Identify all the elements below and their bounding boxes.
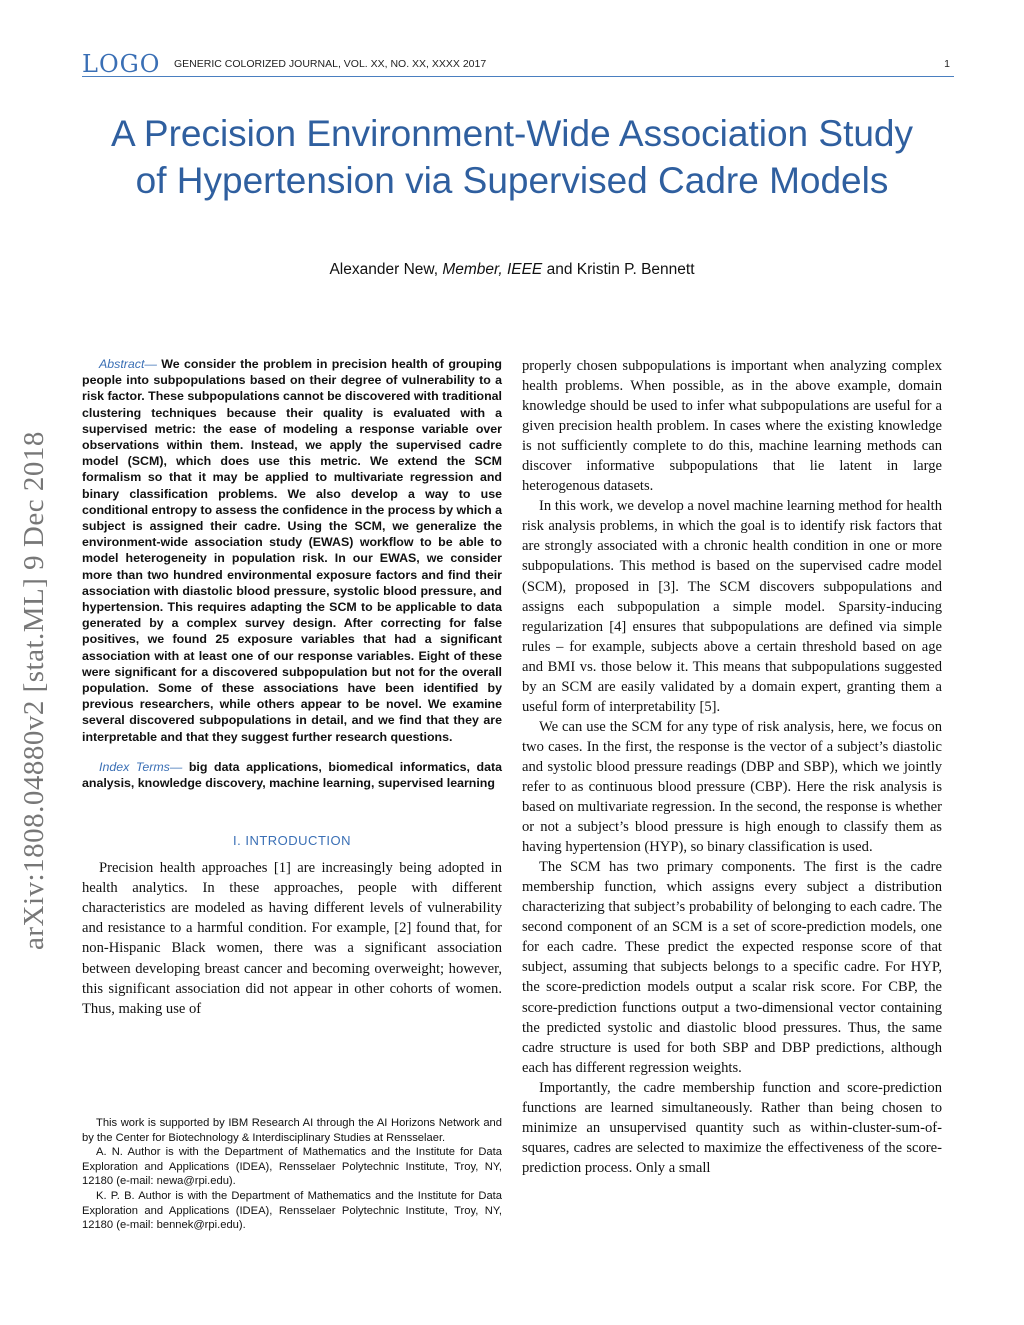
footnote-author-1: A. N. Author is with the Department of Mathematics and the Institute for Data Exploration and Applications (IDEA), Rensselaer Polytechnic Institute, Troy, NY, 12180 (e-mail: newa@rpi.edu). [82, 1146, 502, 1188]
journal-logo: LOGO [82, 50, 161, 78]
footnote-author-2: K. P. B. Author is with the Department of Mathematics and the Institute for Data Exploration and Applications (IDEA), Rensselaer Polytechnic Institute, Troy, NY, 12180 (e-mail: bennek@rpi.edu). [82, 1189, 502, 1232]
body-paragraph: properly chosen subpopulations is important when analyzing complex health problems. When possible, as in the above example, domain knowledge should be used to infer what subpopulations are useful for a given precision health problem. In cases where the existing knowledge is not sufficiently complete to do this, machine learning methods can discover informative subpopulations that lie latent in large heterogenous datasets. [522, 358, 942, 495]
author-membership: Member, IEEE [442, 261, 543, 278]
author-rest: and Kristin P. Bennett [546, 261, 695, 278]
author-name: Alexander New, [329, 261, 439, 278]
index-terms [82, 759, 502, 791]
arxiv-stamp: arXiv:1808.04880v2 [stat.ML] 9 Dec 2018 [18, 431, 50, 950]
index-terms-label: Index Terms— [99, 759, 183, 774]
index-terms-text: big data applications, biomedical informatics, data analysis, knowledge discovery, machine learning, supervised learning [82, 759, 503, 791]
page-number: 1 [944, 58, 950, 70]
abstract-label: Abstract— [99, 357, 157, 371]
left-column [82, 356, 502, 1019]
body-paragraph: In this work, we develop a novel machine learning method for health risk analysis problems, in which the goal is to identify risk factors that are strongly associated with a chronic health condition in one or more subpopulations. This method is based on the supervised cadre model (SCM), proposed in [3]. The SCM discovers subpopulations and assigns each subpopulation a simple model. Sparsity-inducing regularization [4] ensures that subpopulations are defined via simple rules – for example, subjects above a certain threshold based on age and BMI vs. those below it. This means that subpopulations suggested by an SCM are easily validated by a domain expert, granting them a useful form of interpretability [5]. [522, 498, 942, 715]
author-line [100, 261, 924, 279]
paper-title: A Precision Environment-Wide Association Study of Hypertension via Supervised Cadre Models [110, 113, 914, 201]
body-paragraph: Importantly, the cadre membership function and score-prediction functions are learned simultaneously. Rather than being chosen to minimize an unsupervised quantity such as within-cluster-sum-of-squares, cadres are selected to maximize the effectiveness of the score-prediction process. Only a small [522, 1079, 942, 1176]
abstract [82, 356, 502, 745]
body-paragraph: We can use the SCM for any type of risk analysis, here, we focus on two cases. In the first, the response is the vector of a subject’s diastolic and systolic blood pressure readings (DBP and SBP), which we jointly refer to as continuous blood pressure (CBP). Here the risk analysis is based on multivariate regression. In the second, the response is whether or not a subject’s blood pressure is high enough to classify them as having hypertension (HYP), so binary classification is used. [522, 718, 942, 856]
right-column [522, 356, 942, 1178]
footnotes [82, 1116, 502, 1233]
footnote-funding: This work is supported by IBM Research AI through the AI Horizons Network and by the Center for Biotechnology & Interdisciplinary Studies at Rensselaer. [82, 1117, 502, 1144]
section-heading: I. INTRODUCTION [233, 833, 351, 849]
page-header [82, 50, 954, 78]
body-paragraph: The SCM has two primary components. The first is the cadre membership function, which assigns every subject a distribution characterizing that subject’s probability of belonging to each cadre. The second component of an SCM is a set of score-prediction models, one for each cadre. These predict the expected response score of that subject, assuming that subjects belongs to a specific cadre. For HYP, the score-prediction models output a scalar risk score. For CBP, the score-prediction functions output a two-dimensional vector containing the predicted systolic and diastolic blood pressures. Thus, the same cadre structure is used for both SBP and DBP predictions, although each has different regression weights. [522, 859, 942, 1076]
journal-info: GENERIC COLORIZED JOURNAL, VOL. XX, NO. XX, XXXX 2017 [174, 58, 487, 70]
intro-paragraph: Precision health approaches [1] are increasingly being adopted in health analytics. In these approaches, people with different characteristics are modeled as having different levels of vulnerability and resistance to a harmful condition. For example, [2] found that, for non-Hispanic Black women, there was a significant association between developing breast cancer and becoming overweight; however, this significant association did not appear in other cohorts of women. Thus, making use of [82, 860, 502, 1017]
abstract-text: We consider the problem in precision health of grouping people into subpopulations based on their degree of vulnerability to a risk factor. These subpopulations cannot be discovered with traditional clustering techniques because their quality is evaluated with a supervised metric: the ease of modeling a response variable over observations within them. Instead, we apply the supervised cadre model (SCM), which does use this metric. We extend the SCM formalism so that it may be applied to multivariate regression and binary classification problems. We also develop a way to use conditional entropy to assess the confidence in the process by which a subject is assigned their cadre. Using the SCM, we generalize the environment-wide association study (EWAS) workflow to be able to model heterogeneity in population risk. In our EWAS, we consider more than two hundred environmental exposure factors and find their association with diastolic blood pressure, systolic blood pressure, and hypertension. This requires adapting the SCM to be applicable to data generated by a complex survey design. After correcting for false positives, we found 25 exposure variables that had a significant association with at least one of our response variables. Eight of these were significant for a discovered subpopulation but not for the overall population. Some of these associations have been identified by previous researchers, while others appear to be novel. We examine several discovered subpopulations in detail, and we find that they are interpretable and that they suggest further research questions. [82, 357, 502, 744]
